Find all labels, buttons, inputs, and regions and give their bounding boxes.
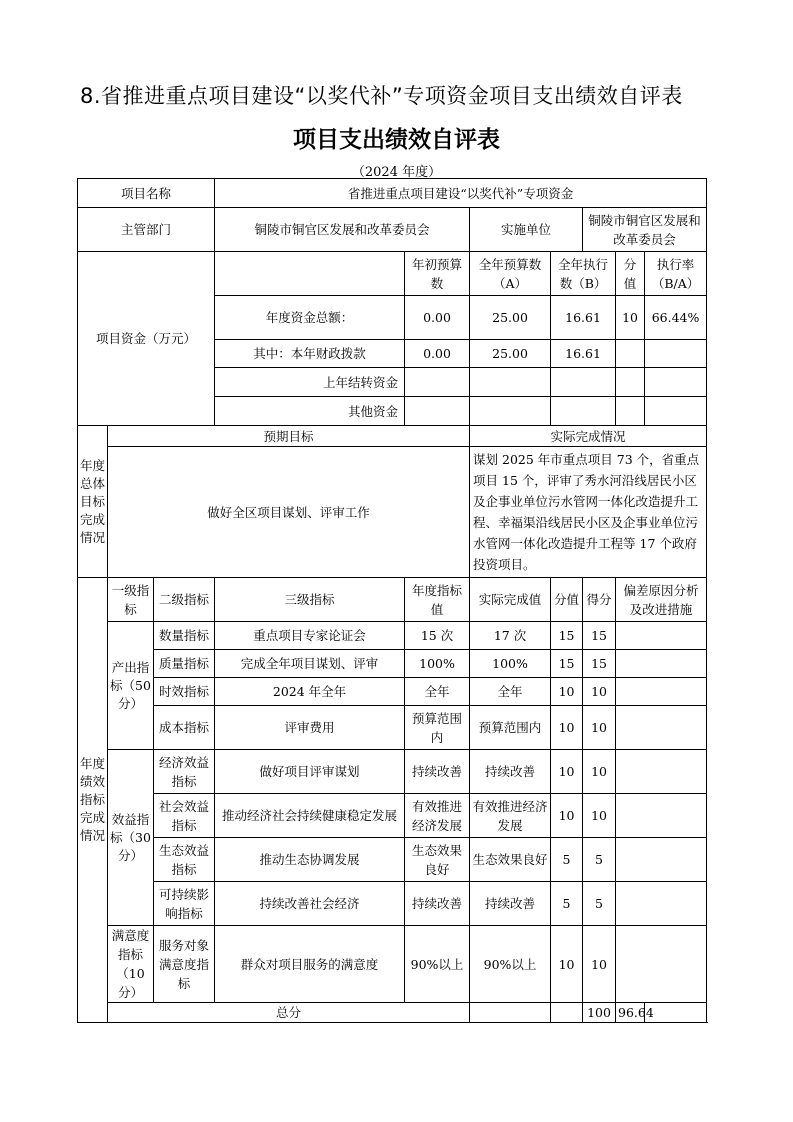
indicator-l3: 持续改善社会经济 [215,882,405,926]
indicator-actual: 17 次 [470,622,551,650]
empty-cell [645,368,707,397]
indicator-score: 10 [551,706,583,750]
funds-other-label: 其他资金 [215,397,405,426]
indicator-actual: 生态效果良好 [470,838,551,882]
perf-label: 年度绩效指标完成情况 [78,578,108,1023]
indicator-got: 5 [583,882,616,926]
funds-header-exec: 全年执行数（B） [551,252,616,296]
indicator-target: 全年 [405,678,470,706]
indicator-l3: 推动生态协调发展 [215,838,405,882]
indicator-l2: 经济效益指标 [154,750,215,794]
indicator-target: 15 次 [405,622,470,650]
empty-cell [470,368,551,397]
section-heading: 8.省推进重点项目建设“以奖代补”专项资金项目支出绩效自评表 [80,84,683,108]
indicator-l3: 完成全年项目谋划、评审 [215,650,405,678]
indicator-target: 100% [405,650,470,678]
indicator-l2: 可持续影响指标 [154,882,215,926]
indicator-score: 15 [551,622,583,650]
empty-cell [405,368,470,397]
funds-fiscal-initial: 0.00 [405,340,470,368]
indicator-got: 10 [583,706,616,750]
indicator-got: 10 [583,794,616,838]
indicator-actual: 全年 [470,678,551,706]
total-score: 100 [583,1003,616,1023]
indicator-score: 15 [551,650,583,678]
funds-total-exec: 16.61 [551,296,616,340]
indicator-score: 5 [551,838,583,882]
goal-expected-text: 做好全区项目谋划、评审工作 [108,447,470,578]
funds-header-score: 分值 [616,252,645,296]
indicator-l2: 数量指标 [154,622,215,650]
indicator-score: 5 [551,882,583,926]
impl-label: 实施单位 [470,208,583,252]
dept-label: 主管部门 [78,208,215,252]
indicator-target: 90%以上 [405,926,470,1003]
indicator-reason [616,838,707,882]
indicator-l2: 时效指标 [154,678,215,706]
empty-cell [405,397,470,426]
indicator-l2: 质量指标 [154,650,215,678]
report-year: （2024 年度） [351,165,442,180]
funds-label: 项目资金（万元） [78,252,215,426]
funds-fiscal-exec: 16.61 [551,340,616,368]
perf-header-score: 分值 [551,578,583,622]
goal-expected-header: 预期目标 [108,426,470,447]
perf-header-actual: 实际完成值 [470,578,551,622]
indicator-l2: 服务对象满意度指标 [154,926,215,1003]
goal-actual-header: 实际完成情况 [470,426,707,447]
goal-actual-text: 谋划 2025 年市重点项目 73 个，省重点项目 15 个，评审了秀水河沿线居民小区及企事业单位污水管网一体化改造提升工程、幸福渠沿线居民小区及企事业单位污水管网一体化改造提升工程等 17 个政府投资项目。 [470,447,707,578]
indicator-l3: 群众对项目服务的满意度 [215,926,405,1003]
empty-cell [645,340,707,368]
funds-total-initial: 0.00 [405,296,470,340]
indicator-score: 10 [551,678,583,706]
indicator-reason [616,650,707,678]
indicator-reason [616,706,707,750]
indicator-got: 10 [583,678,616,706]
funds-total-rate: 66.44% [645,296,707,340]
indicator-target: 持续改善 [405,882,470,926]
indicator-reason [616,794,707,838]
indicator-target: 持续改善 [405,750,470,794]
empty-cell [616,397,645,426]
indicator-score: 10 [551,750,583,794]
satisfaction-indicator-label: 满意度指标（10 分） [108,926,154,1003]
funds-header-full: 全年预算数（A） [470,252,551,296]
funds-carryover-label: 上年结转资金 [215,368,405,397]
funds-total-score: 10 [616,296,645,340]
goal-label: 年度总体目标完成情况 [78,426,108,578]
total-got: 96.64 [616,1003,645,1023]
funds-total-label: 年度资金总额： [215,296,405,340]
indicator-l3: 2024 年全年 [215,678,405,706]
indicator-got: 10 [583,750,616,794]
indicator-score: 10 [551,794,583,838]
funds-header-rate: 执行率（B/A） [645,252,707,296]
indicator-l3: 推动经济社会持续健康稳定发展 [215,794,405,838]
perf-header-reason: 偏差原因分析及改进措施 [616,578,707,622]
empty-cell [616,340,645,368]
indicator-actual: 预算范围内 [470,706,551,750]
empty-cell [470,1003,551,1023]
output-indicator-label: 产出指标（50 分） [108,622,154,750]
indicator-actual: 有效推进经济发展 [470,794,551,838]
perf-header-l2: 二级指标 [154,578,215,622]
indicator-actual: 持续改善 [470,750,551,794]
indicator-target: 预算范围内 [405,706,470,750]
dept-value: 铜陵市铜官区发展和改革委员会 [215,208,470,252]
empty-cell [551,368,616,397]
empty-cell [551,1003,583,1023]
funds-total-full: 25.00 [470,296,551,340]
indicator-actual: 100% [470,650,551,678]
funds-header-initial: 年初预算数 [405,252,470,296]
indicator-l3: 重点项目专家论证会 [215,622,405,650]
indicator-l2: 成本指标 [154,706,215,750]
empty-cell [645,397,707,426]
funds-fiscal-label: 其中：本年财政拨款 [215,340,405,368]
perf-header-got: 得分 [583,578,616,622]
indicator-actual: 持续改善 [470,882,551,926]
indicator-got: 5 [583,838,616,882]
self-evaluation-table [77,178,707,1023]
indicator-reason [616,926,707,1003]
indicator-l2: 社会效益指标 [154,794,215,838]
empty-cell [616,368,645,397]
indicator-reason [616,750,707,794]
total-label: 总分 [108,1003,470,1023]
indicator-got: 10 [583,926,616,1003]
perf-header-l1: 一级指标 [108,578,154,622]
indicator-l2: 生态效益指标 [154,838,215,882]
indicator-reason [616,882,707,926]
funds-fiscal-full: 25.00 [470,340,551,368]
indicator-reason [616,678,707,706]
indicator-l3: 评审费用 [215,706,405,750]
project-name-value: 省推进重点项目建设“以奖代补”专项资金 [215,179,707,208]
page-title: 项目支出绩效自评表 [293,127,500,153]
perf-header-l3: 三级指标 [215,578,405,622]
indicator-target: 生态效果良好 [405,838,470,882]
indicator-got: 15 [583,650,616,678]
empty-cell [470,397,551,426]
impl-value: 铜陵市铜官区发展和改革委员会 [583,208,707,252]
indicator-reason [616,622,707,650]
indicator-got: 15 [583,622,616,650]
perf-header-target: 年度指标值 [405,578,470,622]
indicator-actual: 90%以上 [470,926,551,1003]
indicator-l3: 做好项目评审谋划 [215,750,405,794]
empty-cell [551,397,616,426]
indicator-score: 10 [551,926,583,1003]
project-name-label: 项目名称 [78,179,215,208]
indicator-target: 有效推进经济发展 [405,794,470,838]
benefit-indicator-label: 效益指标（30 分） [108,750,154,926]
funds-header-blank [215,252,405,296]
